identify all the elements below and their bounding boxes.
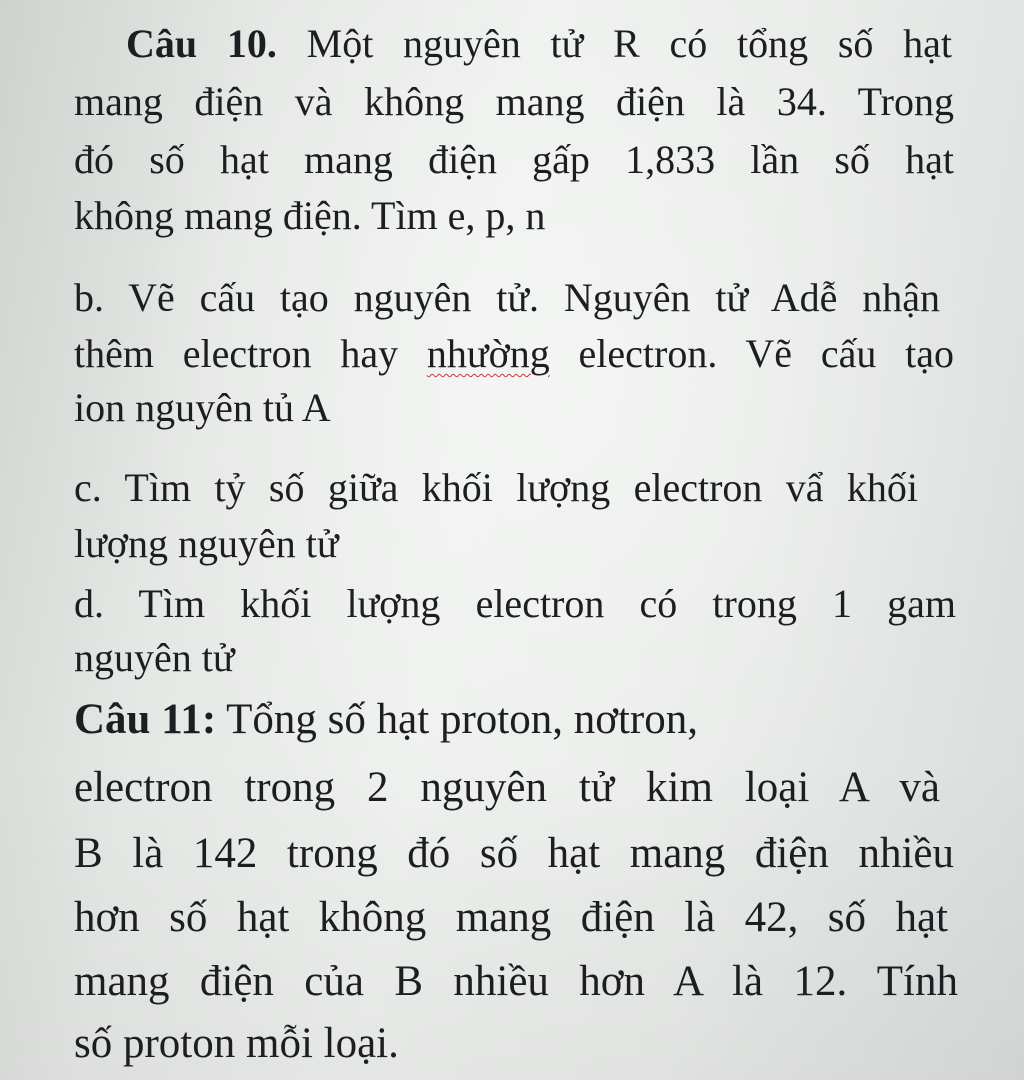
- q11-line-5: mang điện của B nhiều hơn A là 12. Tính: [74, 958, 958, 1005]
- q11-line-4: hơn số hạt không mang điện là 42, số hạt: [74, 894, 948, 941]
- q10-line-2: mang điện và không mang điện là 34. Trong: [74, 79, 954, 124]
- q10-b-line-3: ion nguyên tủ A: [74, 385, 331, 430]
- q10-text: Một nguyên tử R có tổng số hạt: [306, 21, 952, 66]
- q10-b-line-2-end: electron. Vẽ cấu tạo: [549, 331, 954, 376]
- q10-line-3: đó số hạt mang điện gấp 1,833 lần số hạt: [74, 137, 954, 182]
- q10-b-line-2-start: thêm electron hay: [74, 331, 427, 376]
- q10-line-4: không mang điện. Tìm e, p, n: [74, 193, 546, 238]
- q11-line-3: B là 142 trong đó số hạt mang điện nhiều: [74, 830, 954, 877]
- q11-line-1: [74, 696, 974, 744]
- q11-text: Tổng số hạt proton, nơtron,: [226, 696, 698, 743]
- q11-line-2: electron trong 2 nguyên tử kim loại A và: [74, 764, 940, 811]
- q10-c-line-2: lượng nguyên tử: [74, 521, 339, 566]
- q10-d-line-1: d. Tìm khối lượng electron có trong 1 gam: [74, 581, 956, 626]
- q10-b-line-1: b. Vẽ cấu tạo nguyên tử. Nguyên tử Adễ nhận: [74, 275, 940, 320]
- spellcheck-word: nhường: [426, 331, 550, 376]
- q10-b-line-2: [74, 332, 954, 376]
- q11-line-6: số proton mỗi loại.: [74, 1020, 399, 1067]
- q10-line-1: [126, 22, 952, 66]
- q11-label: Câu 11:: [74, 696, 217, 743]
- q10-label: Câu 10.: [126, 21, 277, 66]
- q10-d-line-2: nguyên tử: [74, 635, 235, 680]
- q10-c-line-1: c. Tìm tỷ số giữa khối lượng electron vẩ khối: [74, 465, 918, 510]
